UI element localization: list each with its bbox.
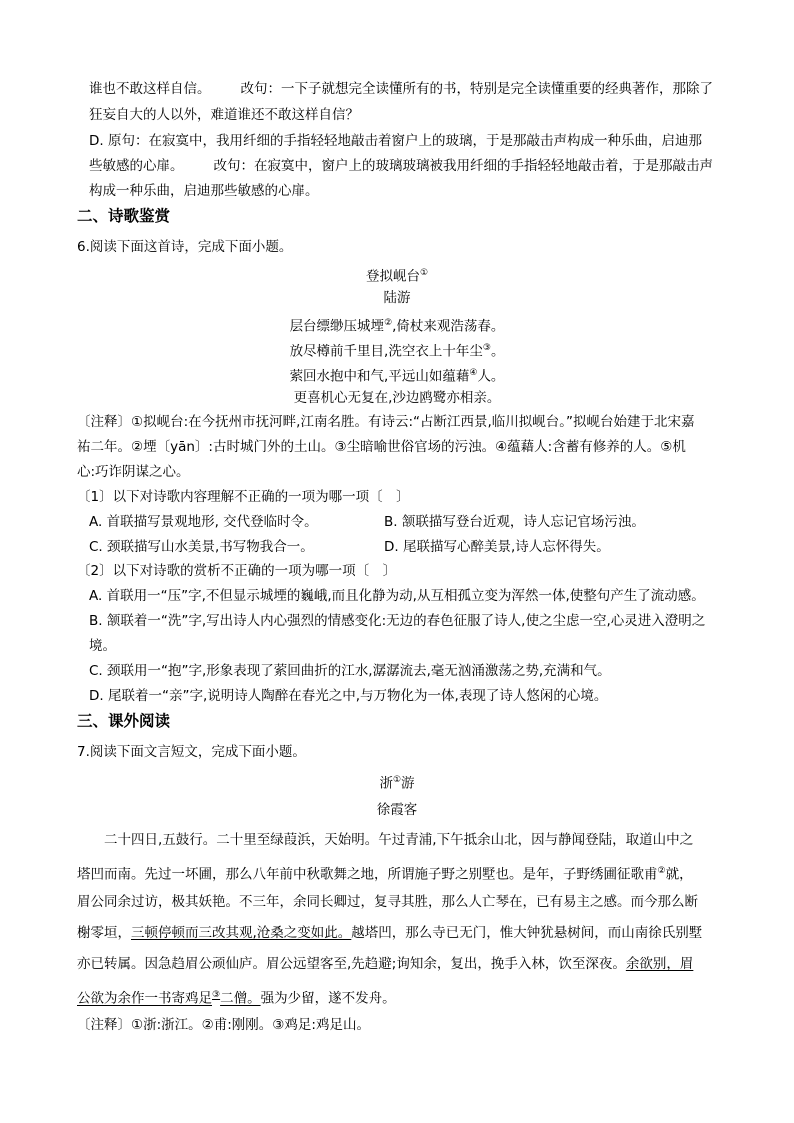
section-heading-poetry: 二、诗歌鉴赏	[77, 207, 171, 225]
footnote-mark: ②	[384, 318, 393, 328]
q5-option-d-line2	[89, 157, 713, 175]
passage-line-1: 二十四日,五鼓行。二十里至绿葭浜，天始明。午过青浦,下午抵余山北，因与静闻登陆，取道山中之	[104, 832, 694, 848]
footnote-mark: ④	[469, 368, 478, 378]
q6-intro: 6.阅读下面这首诗，完成下面小题。	[77, 239, 293, 255]
q6-sub1-option-d[interactable]: D. 尾联描写心醉美景,诗人忘怀得失。	[384, 539, 610, 555]
passage-notes: 〔注释〕①浙:浙江。②甫:刚刚。③鸡足:鸡足山。	[77, 1017, 370, 1033]
underlined-sentence-2-start: 余欲别，眉	[625, 956, 694, 972]
q5-d-revised-start: 改句：在寂寞中，窗户上的玻璃玻璃被我用纤细的手指轻轻地敲击着，于是那敲击声	[213, 158, 713, 174]
passage-author: 徐霞客	[376, 802, 418, 818]
poem-line-1: 层台缥缈压城堙②,倚杖来观浩荡春。	[289, 318, 505, 335]
q5-cont-line1	[89, 80, 713, 98]
footnote-mark: ③	[212, 990, 221, 1000]
poem-title: 登拟岘台①	[365, 268, 429, 285]
q6-sub2-option-c[interactable]: C. 颈联用一“抱”字,形象表现了萦回曲折的江水,潺潺流去,毫无汹涌激荡之势,充满和气。	[89, 663, 611, 679]
passage-line-6: 公欲为余作一书寄鸡足③二僧。强为少留，遂不发舟。	[77, 990, 396, 1007]
underlined-sentence-1: 三顿停顿而三改其观,沧桑之变如此。	[131, 925, 352, 941]
poem-notes-line3: 心:巧诈阴谋之心。	[77, 464, 190, 480]
q7-intro: 7.阅读下面文言短文，完成下面小题。	[77, 744, 306, 760]
footnote-mark: ③	[482, 343, 491, 353]
footnote-mark: ①	[392, 775, 402, 785]
poem-notes-line2: 祐二年。②堙〔yān〕:古时城门外的土山。③尘暗喻世俗官场的污浊。④蕴藉人:含蓄有修养的人。⑤机	[77, 439, 686, 455]
passage-line-4: 榭零垣，三顿停顿而三改其观,沧桑之变如此。越塔凹，那么寺已无门，惟大钟犹悬树间，而山南徐氏别墅	[77, 925, 703, 941]
passage-title: 浙①游	[379, 775, 415, 792]
section-heading-reading: 三、课外阅读	[77, 712, 171, 730]
passage-line-2: 塔凹而南。先过一坏圃，那么八年前中秋歌舞之地，所谓施子野之别墅也。是年，子野绣圃征歌甫②就，	[77, 866, 693, 883]
poem-line-2: 放尽樽前千里目,洗空衣上十年尘③。	[289, 343, 505, 360]
q6-sub1-stem: 〔1〕以下对诗歌内容理解不正确的一项为哪一项〔 〕	[77, 489, 410, 505]
q6-sub1-option-b[interactable]: B. 颔联描写登台近观，诗人忘记官场污浊。	[384, 514, 645, 530]
q6-sub2-option-b-line1[interactable]: B. 颔联着一“洗”字,写出诗人内心强烈的情感变化:无边的春色征服了诗人,使之尘虑一空,心灵进入澄明之	[89, 613, 706, 629]
q6-sub2-stem: 〔2〕以下对诗歌的赏析不正确的一项为哪一项〔 〕	[77, 563, 397, 579]
q5-option-d-line1: D. 原句：在寂寞中，我用纤细的手指轻轻地敲击着窗户上的玻璃，于是那敲击声构成一种乐曲，启迪那	[89, 133, 702, 149]
underlined-sentence-2-end: 公欲为余作一书寄鸡足	[77, 990, 212, 1007]
footnote-mark: ②	[657, 866, 666, 876]
q5-cont-line2: 狂妄自大的人以外，难道谁还不敢这样自信？	[89, 107, 359, 123]
poem-line-4: 更喜机心无复在,沙边鸥鹭亦相亲。	[293, 390, 501, 406]
footnote-mark: ①	[419, 268, 429, 278]
poem-line-3: 萦回水抱中和气,平远山如蕴藉④人。	[289, 368, 505, 385]
q6-sub2-option-a[interactable]: A. 首联用一“压”字,不但显示城堙的巍峨,而且化静为动,从互相孤立变为浑然一体,使整句产生了流动感。	[89, 588, 705, 604]
q5-d-original-end: 些敏感的心扉。	[89, 158, 184, 174]
q5-original-end: 谁也不敢这样自信。	[89, 81, 211, 97]
passage-line-5: 亦已转属。因急趋眉公顽仙庐。眉公远望客至,先趋避;询知余，复出，挽手入林，饮至深夜。余欲别，眉	[77, 956, 694, 972]
q6-sub2-option-b-line2: 境。	[89, 638, 116, 654]
q6-sub2-option-d[interactable]: D. 尾联着一“亲”字,说明诗人陶醉在春光之中,与万物化为一体,表现了诗人悠闲的心境。	[89, 688, 608, 704]
q5-revised-start: 改句：一下子就想完全读懂所有的书，特别是完全读懂重要的经典著作，那除了	[240, 81, 713, 97]
q5-option-d-line3: 构成一种乐曲，启迪那些敏感的心扉。	[89, 183, 319, 199]
q6-sub1-option-c[interactable]: C. 颈联描写山水美景,书写物我合一。	[89, 539, 314, 555]
poem-author: 陆游	[383, 290, 411, 306]
poem-notes-line1: 〔注释〕①拟岘台:在今抚州市抚河畔,江南名胜。有诗云:“占断江西景,临川拟岘台。”拟岘台始建于北宋嘉	[77, 414, 695, 430]
passage-line-3: 眉公同余过访，极其妖艳。不三年，余同长卿过，复寻其胜，那么人亡琴在，已有易主之感。而今那么断	[77, 894, 698, 910]
q6-sub1-option-a[interactable]: A. 首联描写景观地形, 交代登临时令。	[89, 514, 318, 530]
